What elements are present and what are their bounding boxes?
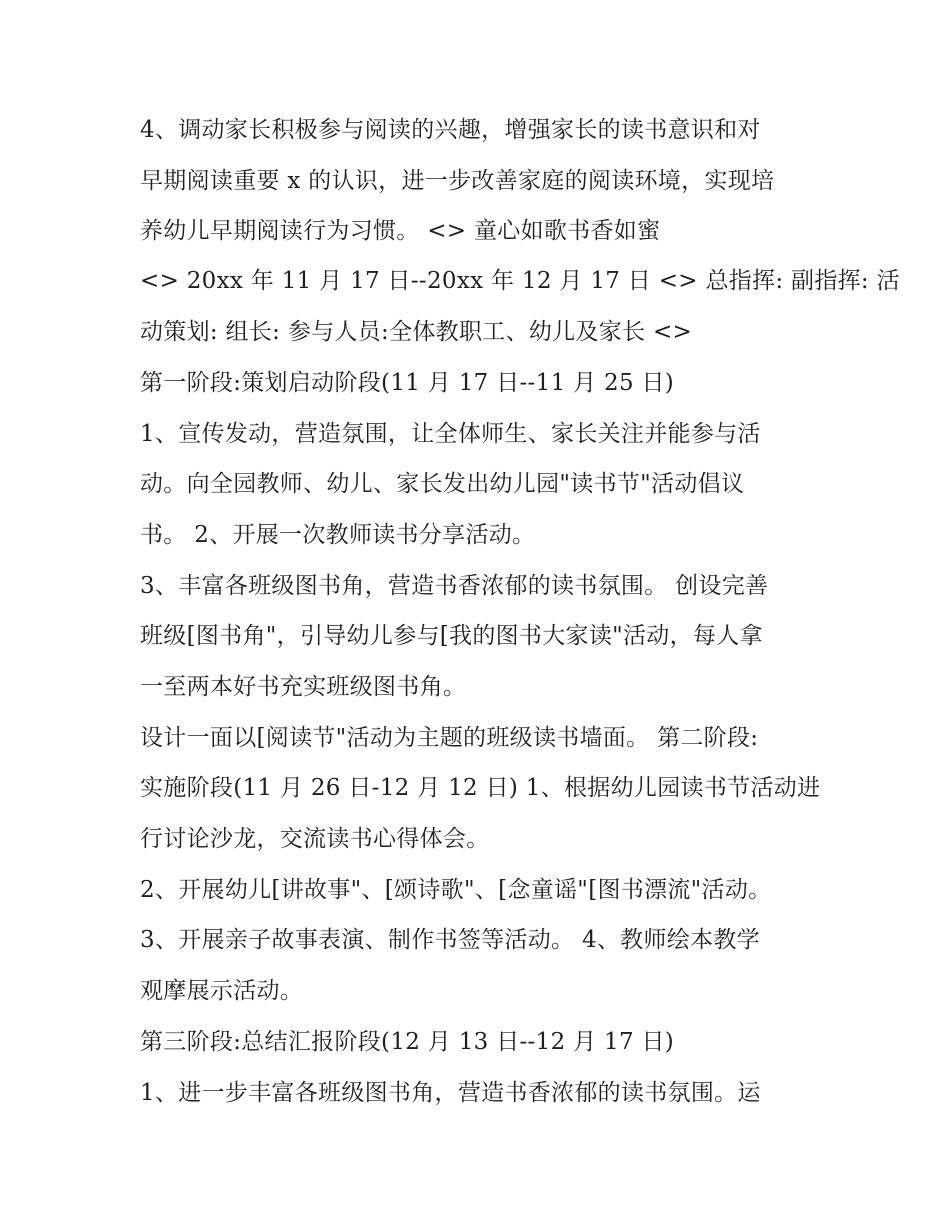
- text-line: 1、进一步丰富各班级图书角，营造书香浓郁的读书氛围。运: [140, 1080, 761, 1106]
- text-line: 班级[图书角"，引导幼儿参与[我的图书大家读"活动，每人拿: [140, 623, 763, 649]
- text-line: 早期阅读重要 x 的认识，进一步改善家庭的阅读环境，实现培: [140, 168, 775, 194]
- text-line: 4、调动家长积极参与阅读的兴趣，增强家长的读书意识和对: [140, 117, 761, 143]
- text-line: 实施阶段(11 月 26 日-12 月 12 日) 1、根据幼儿园读书节活动进: [140, 775, 821, 801]
- text-line: 3、开展亲子故事表演、制作书签等活动。 4、教师绘本教学: [140, 927, 760, 953]
- text-line: 3、丰富各班级图书角，营造书香浓郁的读书氛围。 创设完善: [140, 573, 769, 599]
- section-heading: 第一阶段:策划启动阶段(11 月 17 日--11 月 25 日): [140, 370, 675, 396]
- text-line: 行讨论沙龙，交流读书心得体会。: [140, 826, 490, 852]
- text-line: 养幼儿早期阅读行为习惯。 <> 童心如歌书香如蜜: [140, 218, 661, 244]
- text-line: 动。向全园教师、幼儿、家长发出幼儿园"读书节"活动倡议: [140, 471, 745, 497]
- text-line: 2、开展幼儿[讲故事"、[颂诗歌"、[念童谣"[图书漂流"活动。: [140, 877, 772, 903]
- text-line: 观摩展示活动。: [140, 978, 304, 1004]
- text-line: 1、宣传发动，营造氛围，让全体师生、家长关注并能参与活: [140, 421, 761, 447]
- text-line: 书。 2、开展一次教师读书分享活动。: [140, 522, 536, 548]
- text-line: <> 20xx 年 11 月 17 日--20xx 年 12 月 17 日 <> 总指挥: 副指挥: 活: [140, 268, 900, 294]
- text-line: 动策划: 组长: 参与人员:全体教职工、幼儿及家长 <>: [140, 319, 693, 345]
- section-heading: 第三阶段:总结汇报阶段(12 月 13 日--12 月 17 日): [140, 1029, 675, 1055]
- text-line: 设计一面以[阅读节"活动为主题的班级读书墙面。 第二阶段:: [140, 725, 759, 751]
- text-line: 一至两本好书充实班级图书角。: [140, 674, 467, 700]
